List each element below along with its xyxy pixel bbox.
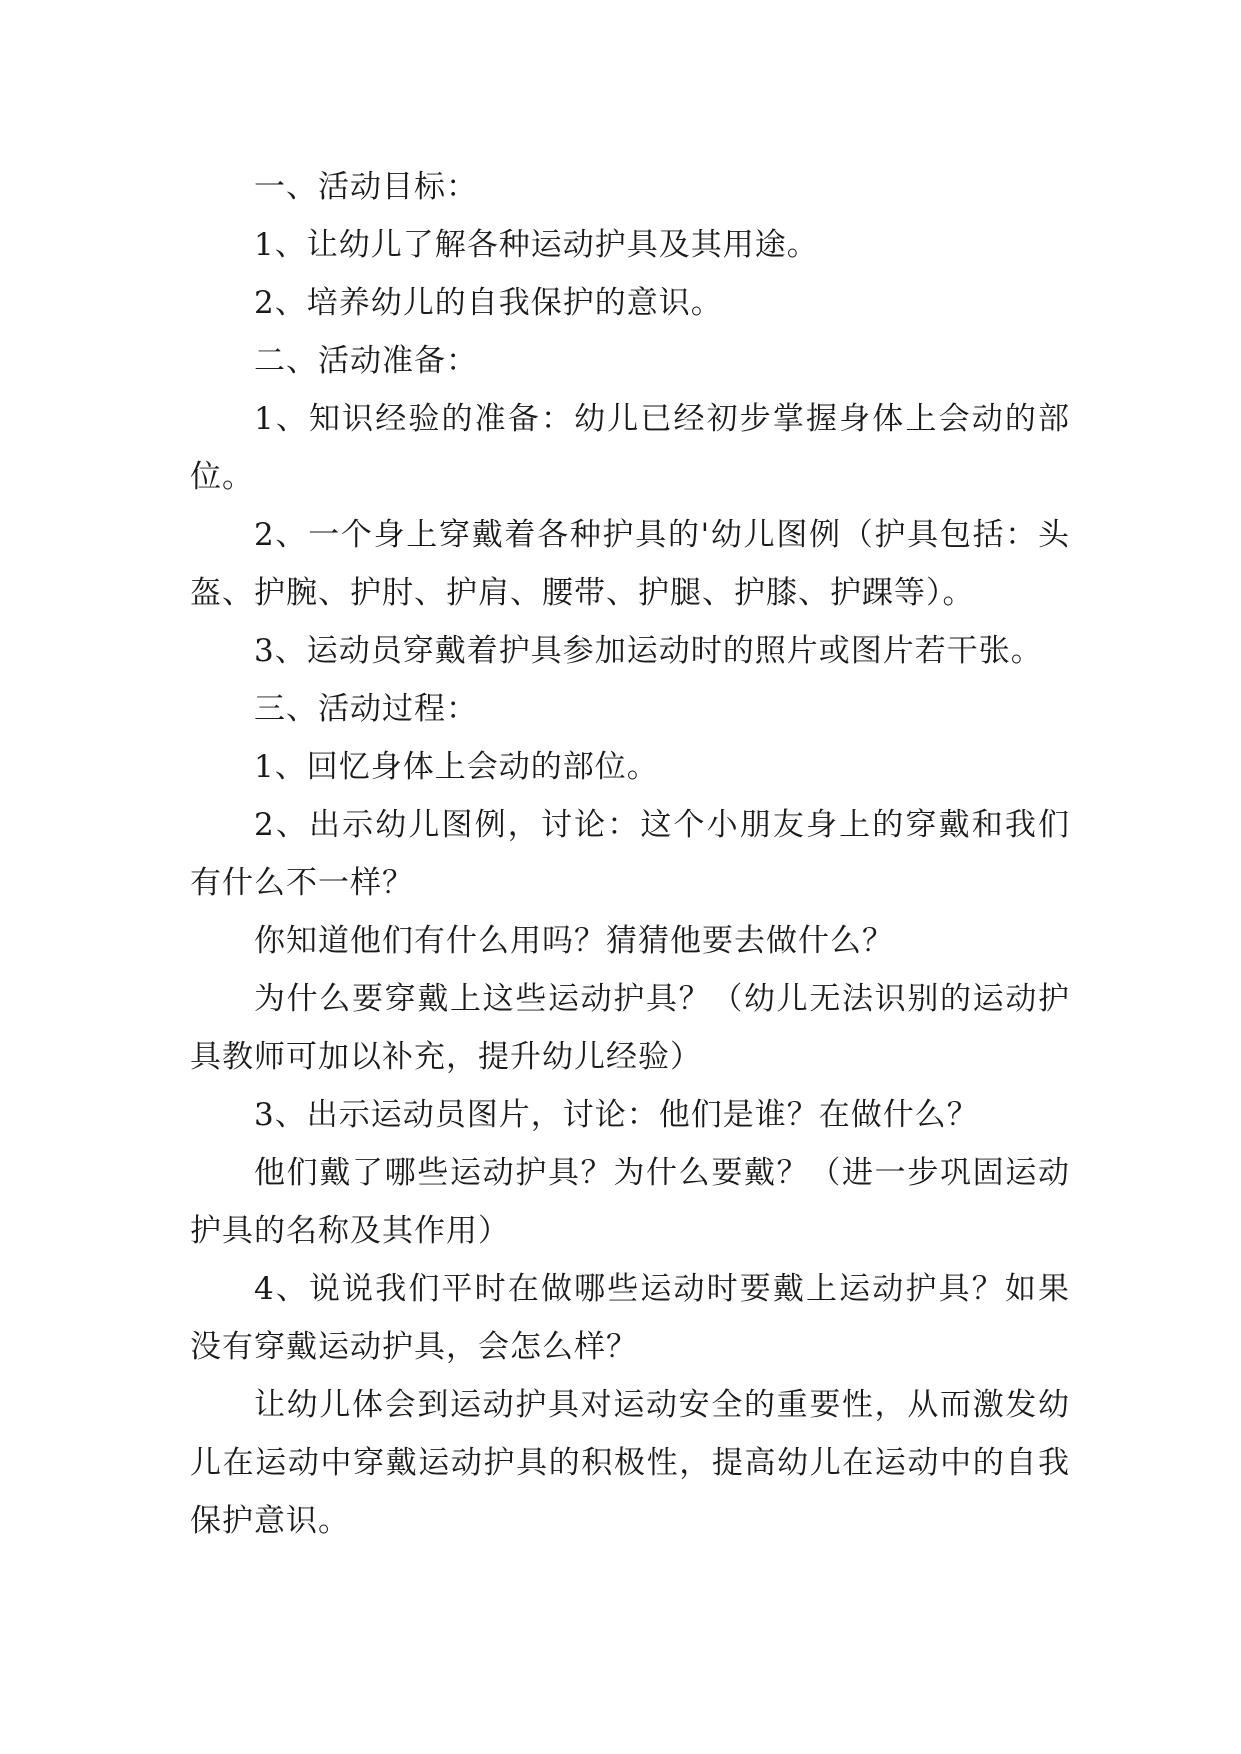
paragraph: 为什么要穿戴上这些运动护具？（幼儿无法识别的运动护具教师可加以补充，提升幼儿经验）	[190, 981, 1070, 1075]
paragraph: 他们戴了哪些运动护具？为什么要戴？（进一步巩固运动护具的名称及其作用）	[190, 1155, 1070, 1249]
paragraph: 你知道他们有什么用吗？猜猜他要去做什么？	[254, 923, 894, 959]
paragraph: 让幼儿体会到运动护具对运动安全的重要性，从而激发幼儿在运动中穿戴运动护具的积极性，提高幼儿在运动中的自我保护意识。	[190, 1387, 1070, 1539]
paragraph: 1、知识经验的准备：幼儿已经初步掌握身体上会动的部位。	[190, 401, 1070, 495]
paragraph: 3、出示运动员图片，讨论：他们是谁？在做什么？	[254, 1097, 979, 1133]
heading-activity-process: 三、活动过程：	[254, 691, 478, 727]
paragraph: 2、培养幼儿的自我保护的意识。	[254, 285, 723, 321]
paragraph: 2、出示幼儿图例，讨论：这个小朋友身上的穿戴和我们有什么不一样？	[190, 807, 1070, 901]
paragraph: 4、说说我们平时在做哪些运动时要戴上运动护具？如果没有穿戴运动护具，会怎么样？	[190, 1271, 1070, 1365]
paragraph: 1、让幼儿了解各种运动护具及其用途。	[254, 227, 819, 263]
paragraph: 1、回忆身体上会动的部位。	[254, 749, 659, 785]
heading-activity-goals: 一、活动目标：	[254, 169, 478, 205]
document-body	[190, 158, 1070, 1550]
heading-activity-preparation: 二、活动准备：	[254, 343, 478, 379]
paragraph: 3、运动员穿戴着护具参加运动时的照片或图片若干张。	[254, 633, 1043, 669]
paragraph: 2、一个身上穿戴着各种护具的'幼儿图例（护具包括：头盔、护腕、护肘、护肩、腰带、护腿、护膝、护踝等）。	[190, 517, 1070, 611]
